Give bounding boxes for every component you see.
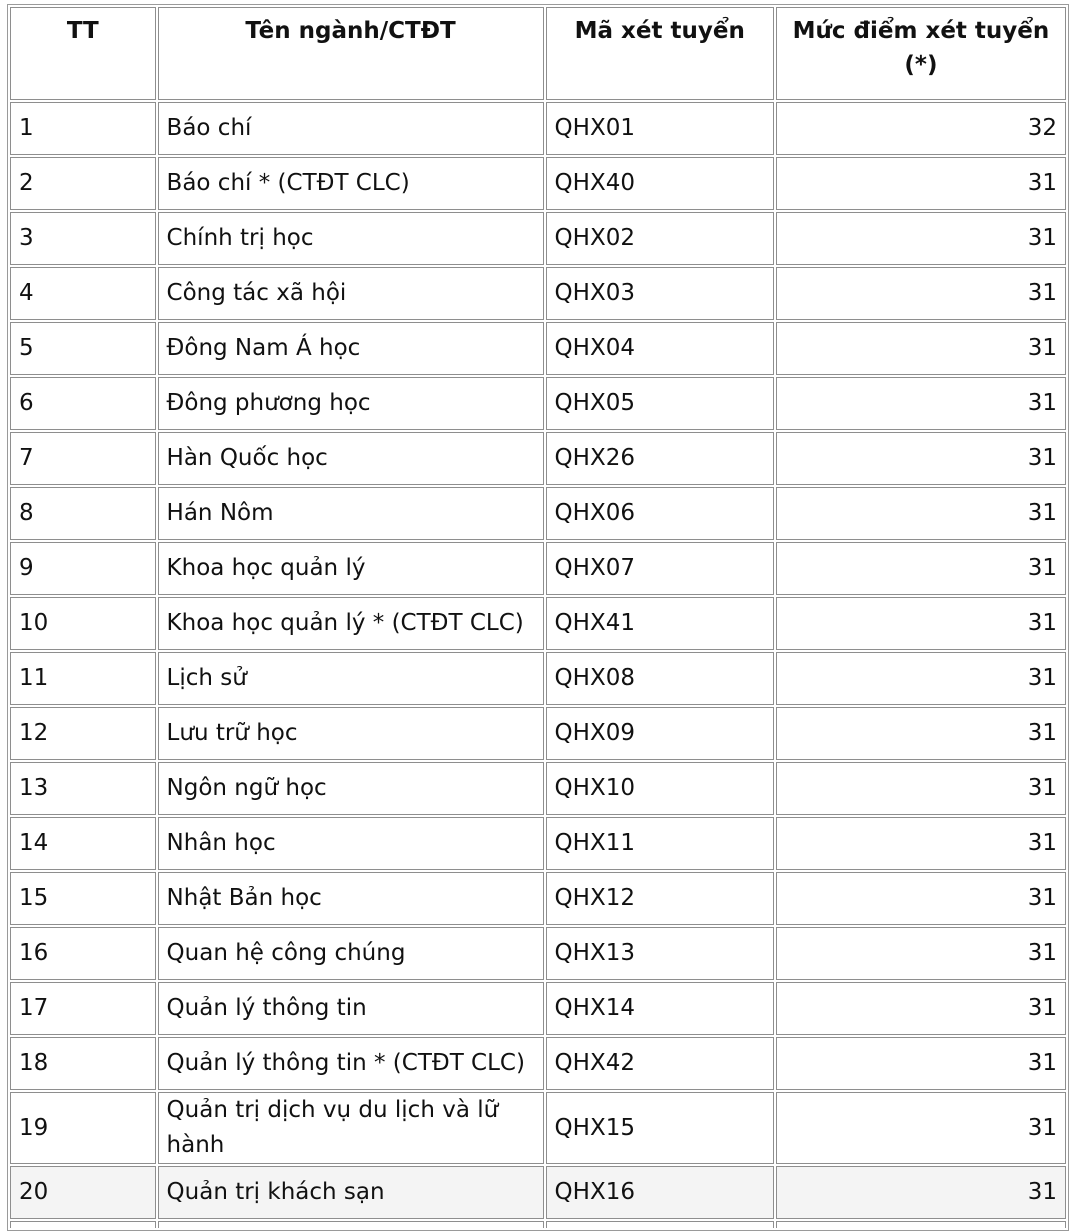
header-tt: TT (10, 7, 156, 100)
row-number: 6 (10, 377, 156, 430)
program-name: Chính trị học (158, 212, 544, 265)
admission-code: QHX05 (546, 377, 774, 430)
row-number: 20 (10, 1166, 156, 1219)
admission-score: 31 (776, 322, 1066, 375)
admission-code: QHX13 (546, 927, 774, 980)
table-row (10, 102, 1066, 155)
table-row (10, 487, 1066, 540)
table-row (10, 927, 1066, 980)
row-number: 9 (10, 542, 156, 595)
admission-score: 31 (776, 267, 1066, 320)
admission-code: QHX15 (546, 1092, 774, 1164)
program-name: Lịch sử (158, 652, 544, 705)
table-row (10, 267, 1066, 320)
table-header-row (10, 7, 1066, 100)
row-number: 16 (10, 927, 156, 980)
admission-score: 31 (776, 377, 1066, 430)
table-row-partial (10, 1221, 1066, 1228)
admission-score: 31 (776, 707, 1066, 760)
admission-code: QHX04 (546, 322, 774, 375)
partial-cell (546, 1221, 774, 1228)
table-row (10, 982, 1066, 1035)
table-row (10, 652, 1066, 705)
admission-score: 31 (776, 542, 1066, 595)
table-row (10, 432, 1066, 485)
admission-code: QHX40 (546, 157, 774, 210)
table-row (10, 542, 1066, 595)
admission-code: QHX06 (546, 487, 774, 540)
header-admission-score: Mức điểm xét tuyển (*) (776, 7, 1066, 100)
admission-code: QHX03 (546, 267, 774, 320)
row-number: 11 (10, 652, 156, 705)
program-name: Báo chí (158, 102, 544, 155)
admission-code: QHX26 (546, 432, 774, 485)
row-number: 8 (10, 487, 156, 540)
program-name: Hán Nôm (158, 487, 544, 540)
row-number: 5 (10, 322, 156, 375)
admission-score: 31 (776, 1037, 1066, 1090)
program-name: Quan hệ công chúng (158, 927, 544, 980)
admission-code: QHX14 (546, 982, 774, 1035)
program-name: Nhật Bản học (158, 872, 544, 925)
program-name: Quản trị khách sạn (158, 1166, 544, 1219)
admission-score: 31 (776, 1092, 1066, 1164)
admission-code: QHX10 (546, 762, 774, 815)
row-number: 7 (10, 432, 156, 485)
table-row (10, 1092, 1066, 1164)
admission-score: 31 (776, 872, 1066, 925)
admission-code: QHX42 (546, 1037, 774, 1090)
row-number: 10 (10, 597, 156, 650)
admission-score: 31 (776, 817, 1066, 870)
admission-code: QHX07 (546, 542, 774, 595)
row-number: 12 (10, 707, 156, 760)
admission-score: 31 (776, 927, 1066, 980)
table-row (10, 377, 1066, 430)
partial-cell (158, 1221, 544, 1228)
row-number: 18 (10, 1037, 156, 1090)
header-program-name: Tên ngành/CTĐT (158, 7, 544, 100)
table-row (10, 597, 1066, 650)
program-name: Công tác xã hội (158, 267, 544, 320)
program-name: Quản lý thông tin (158, 982, 544, 1035)
table-row (10, 157, 1066, 210)
row-number: 14 (10, 817, 156, 870)
table-row (10, 212, 1066, 265)
admission-score: 31 (776, 762, 1066, 815)
program-name: Ngôn ngữ học (158, 762, 544, 815)
table-row (10, 707, 1066, 760)
partial-cell (10, 1221, 156, 1228)
program-name: Đông Nam Á học (158, 322, 544, 375)
table-body (10, 102, 1066, 1228)
admission-score: 31 (776, 432, 1066, 485)
admission-code: QHX41 (546, 597, 774, 650)
admission-scores-table (7, 4, 1069, 1231)
program-name: Nhân học (158, 817, 544, 870)
partial-cell (776, 1221, 1066, 1228)
row-number: 13 (10, 762, 156, 815)
admission-code: QHX16 (546, 1166, 774, 1219)
program-name: Khoa học quản lý (158, 542, 544, 595)
admission-code: QHX01 (546, 102, 774, 155)
table-row (10, 872, 1066, 925)
admission-score: 31 (776, 487, 1066, 540)
admission-score: 31 (776, 652, 1066, 705)
table-row (10, 762, 1066, 815)
table-row (10, 1166, 1066, 1219)
table-row (10, 322, 1066, 375)
row-number: 19 (10, 1092, 156, 1164)
admission-code: QHX09 (546, 707, 774, 760)
program-name: Quản trị dịch vụ du lịch và lữ hành (158, 1092, 544, 1164)
admission-score: 31 (776, 597, 1066, 650)
admission-score: 32 (776, 102, 1066, 155)
admission-score: 31 (776, 157, 1066, 210)
table-row (10, 817, 1066, 870)
row-number: 15 (10, 872, 156, 925)
admission-score: 31 (776, 212, 1066, 265)
program-name: Khoa học quản lý * (CTĐT CLC) (158, 597, 544, 650)
admission-code: QHX11 (546, 817, 774, 870)
row-number: 17 (10, 982, 156, 1035)
program-name: Đông phương học (158, 377, 544, 430)
row-number: 3 (10, 212, 156, 265)
admission-score: 31 (776, 982, 1066, 1035)
admission-score: 31 (776, 1166, 1066, 1219)
program-name: Báo chí * (CTĐT CLC) (158, 157, 544, 210)
admission-code: QHX12 (546, 872, 774, 925)
program-name: Quản lý thông tin * (CTĐT CLC) (158, 1037, 544, 1090)
row-number: 1 (10, 102, 156, 155)
row-number: 4 (10, 267, 156, 320)
admission-code: QHX08 (546, 652, 774, 705)
row-number: 2 (10, 157, 156, 210)
admission-code: QHX02 (546, 212, 774, 265)
header-admission-code: Mã xét tuyển (546, 7, 774, 100)
program-name: Lưu trữ học (158, 707, 544, 760)
table-row (10, 1037, 1066, 1090)
program-name: Hàn Quốc học (158, 432, 544, 485)
